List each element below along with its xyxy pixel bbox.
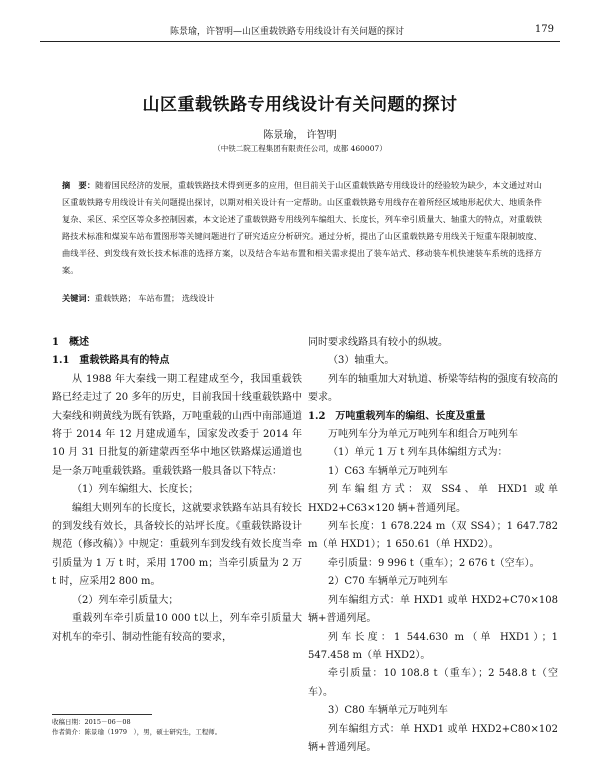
running-header bbox=[40, 22, 560, 38]
paragraph: 列车编组方式：单 HXD1 或单 HXD2+C70×108 辆+普通列尾。 bbox=[308, 594, 558, 625]
paragraph: （2）列车牵引质量大； bbox=[72, 594, 179, 606]
paragraph: 列车长度：1 678.224 m（双 SS4）；1 647.782 m（单 HXD1）；1 650.61（单 HXD2）。 bbox=[308, 521, 558, 551]
paragraph: 列车长度：1 544.630 m（单 HXD1）；1 547.458 m（单 HXD2）。 bbox=[308, 631, 558, 661]
running-title: 陈景瑜，许智明—山区重载铁路专用线设计有关问题的探讨 bbox=[170, 27, 405, 37]
paragraph: 列车编组方式：双 SS4、单 HXD1 或单 HXD2+C63×120 辆+普通列尾。 bbox=[308, 484, 558, 514]
paragraph: 同时要求线路具有较小的纵坡。 bbox=[308, 337, 448, 348]
paragraph: 编组大则列车的长度长，这就要求铁路车站具有较长的到发线有效长，具备较长的站坪长度。《重载铁路设计规范（修改稿）》中规定：重载列车到发线有效长度当牵引质量为 1 万 t 时，采用 1700 m；当牵引质量为 2 万 t 时，应采用2 800 m。 bbox=[52, 502, 302, 588]
section-heading: 1.1 重载铁路具有的特点 bbox=[52, 355, 170, 367]
header-rule bbox=[40, 41, 560, 42]
abstract-label: 摘 要： bbox=[62, 180, 96, 190]
authors: 陈景瑜， 许智明 bbox=[263, 130, 337, 141]
received-date: 收稿日期：2015－06－08 bbox=[52, 718, 131, 726]
section-heading: 1 概述 bbox=[52, 337, 89, 348]
paragraph: （1）单元 1 万 t 列车具体编组方式为： bbox=[328, 447, 508, 459]
affiliation: （中铁二院工程集团有限责任公司，成都 460007） bbox=[213, 144, 387, 153]
paragraph: （1）列车编组大、长度长； bbox=[72, 484, 199, 496]
section-heading: 1.2 万吨重载列车的编组、长度及重量 bbox=[308, 410, 486, 422]
paragraph: 2）C70 车辆单元万吨列车 bbox=[328, 576, 448, 588]
paragraph: 1）C63 车辆单元万吨列车 bbox=[328, 465, 448, 477]
paragraph: 牵引质量：9 996 t（重车）；2 676 t（空车）。 bbox=[328, 557, 540, 569]
right-column bbox=[308, 334, 558, 757]
abstract bbox=[62, 177, 542, 279]
keywords-text: 重载铁路； 车站布置； 选线设计 bbox=[94, 293, 215, 303]
footnote bbox=[52, 717, 221, 737]
paragraph: 牵引质量：10 108.8 t（重车）；2 548.8 t（空车）。 bbox=[308, 668, 558, 698]
paper-title: 山区重载铁路专用线设计有关问题的探讨 bbox=[142, 95, 458, 115]
keywords bbox=[62, 293, 542, 304]
paragraph: （3）轴重大。 bbox=[328, 355, 395, 367]
paragraph: 重载列车牵引质量10 000 t以上，列车牵引质量大对机车的牵引、制动性能有较高的要求， bbox=[52, 613, 302, 643]
paragraph: 从 1988 年大秦线一期工程建成至今，我国重载铁路已经走过了 20 多年的历史，目前我国十线重载铁路中大秦线和朔黄线为既有铁路，万吨重载的山西中南部通道将于 2014 年 12 月建成通车，国家发改委于 2014 年 10 月 31 日批复的新建蒙西至华中地区铁路煤运通道也是一条万吨重载铁路。重载铁路一般具备以下特点： bbox=[52, 373, 302, 477]
footnote-rule bbox=[52, 714, 152, 715]
author-bio: 作者简介：陈景瑜（1979 ），男，硕士研究生，工程师。 bbox=[52, 728, 222, 736]
paragraph: 列车的轴重加大对轨道、桥梁等结构的强度有较高的要求。 bbox=[308, 373, 558, 404]
paragraph: 万吨列车分为单元万吨列车和组合万吨列车 bbox=[328, 429, 518, 441]
abstract-text: 随着国民经济的发展，重载铁路技术得到更多的应用，但目前关于山区重载铁路专用线设计的经验较为缺少，本文通过对山区重载铁路专用线设计有关问题提出探讨，以期对相关设计有一定帮助。山区重载铁路专用线存在着所经区域地形起伏大、地质条件复杂、采区、采空区等众多控制因素，本文论述了重载铁路专用线列车编组大、长度长，列车牵引质量大、轴重大的特点，对重载铁路技术标准和煤炭车站布置图形等关键问题进行了研究适应分析研究。通过分析，提出了山区重载铁路专用线关于短重车限制坡度、曲线半径、到发线有效长技术标准的选择方案，以及结合车站布置和相关需求提出了装车站式、移动装车机快速装车系统的选择方案。 bbox=[62, 180, 542, 275]
left-column bbox=[52, 334, 302, 647]
paragraph: 3）C80 车辆单元万吨列车 bbox=[328, 705, 448, 717]
keywords-label: 关键词： bbox=[62, 293, 95, 303]
page-number: 179 bbox=[534, 24, 554, 35]
paragraph: 列车编组方式：单 HXD1 或单 HXD2+C80×102 辆+普通列尾。 bbox=[308, 723, 558, 753]
